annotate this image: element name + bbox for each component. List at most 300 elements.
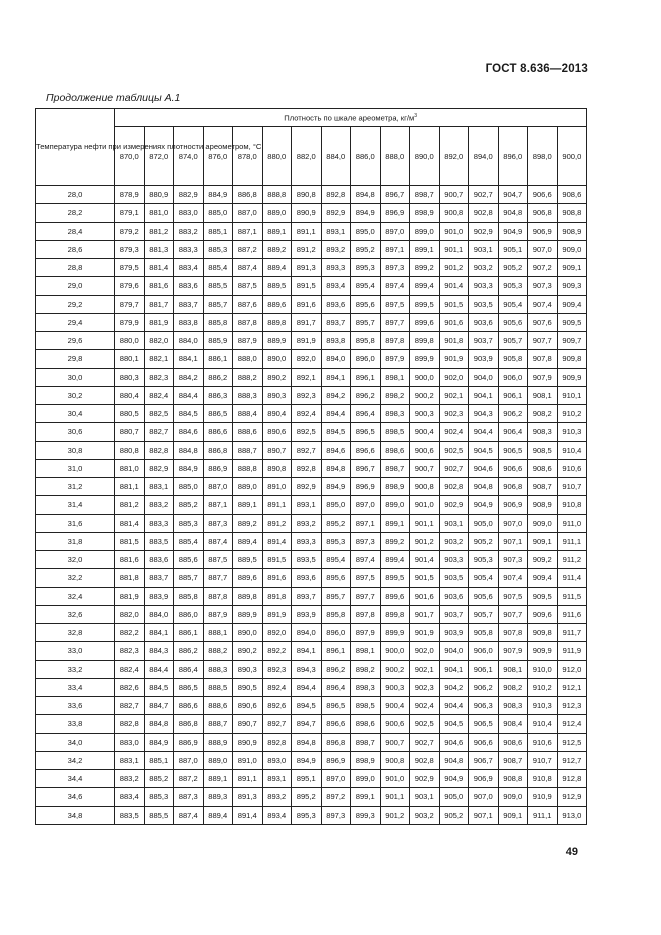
temperature-cell: 32,6 [36, 605, 115, 623]
density-cell: 892,9 [292, 478, 322, 496]
density-cell: 899,2 [380, 532, 410, 550]
density-cell: 886,9 [174, 733, 204, 751]
density-cell: 896,6 [321, 715, 351, 733]
density-cell: 895,2 [292, 788, 322, 806]
density-cell: 884,2 [174, 368, 204, 386]
density-cell: 893,1 [321, 222, 351, 240]
density-cell: 889,0 [203, 751, 233, 769]
density-cell: 906,8 [528, 204, 558, 222]
table-row [36, 605, 587, 623]
density-cell: 903,7 [469, 332, 499, 350]
density-cell: 898,2 [380, 386, 410, 404]
density-cell: 886,6 [174, 697, 204, 715]
density-cell: 897,1 [351, 514, 381, 532]
density-cell: 890,4 [262, 405, 292, 423]
temperature-cell: 30,6 [36, 423, 115, 441]
density-cell: 909,9 [557, 368, 587, 386]
temperature-cell: 28,4 [36, 222, 115, 240]
temperature-cell: 30,8 [36, 441, 115, 459]
density-cell: 891,7 [292, 313, 322, 331]
density-cell: 886,3 [203, 386, 233, 404]
density-cell: 886,5 [203, 405, 233, 423]
density-cell: 900,6 [380, 715, 410, 733]
density-cell: 893,7 [321, 313, 351, 331]
density-cell: 879,6 [115, 277, 145, 295]
temperature-cell: 33,8 [36, 715, 115, 733]
density-cell: 907,8 [528, 350, 558, 368]
density-cell: 881,1 [115, 478, 145, 496]
density-cell: 906,9 [469, 770, 499, 788]
density-cell: 902,5 [410, 715, 440, 733]
density-cell: 885,2 [174, 496, 204, 514]
density-cell: 897,1 [380, 240, 410, 258]
density-cell: 909,2 [528, 551, 558, 569]
density-cell: 881,2 [115, 496, 145, 514]
density-cell: 883,4 [115, 788, 145, 806]
density-cell: 894,1 [321, 368, 351, 386]
density-cell: 885,9 [203, 332, 233, 350]
density-cell: 901,1 [410, 514, 440, 532]
density-cell: 890,8 [292, 186, 322, 204]
density-cell: 885,3 [144, 788, 174, 806]
density-cell: 883,4 [174, 259, 204, 277]
density-column-header: 872,0 [144, 127, 174, 186]
density-cell: 905,2 [469, 532, 499, 550]
temperature-cell: 33,6 [36, 697, 115, 715]
density-cell: 906,2 [469, 678, 499, 696]
density-cell: 903,6 [469, 313, 499, 331]
density-cell: 890,7 [233, 715, 263, 733]
density-cell: 884,1 [144, 624, 174, 642]
density-cell: 885,7 [203, 295, 233, 313]
density-cell: 903,9 [469, 350, 499, 368]
density-cell: 908,9 [557, 222, 587, 240]
density-cell: 884,0 [174, 332, 204, 350]
density-cell: 900,2 [380, 660, 410, 678]
density-cell: 888,6 [233, 423, 263, 441]
density-cell: 901,2 [380, 806, 410, 824]
density-cell: 907,7 [498, 605, 528, 623]
density-cell: 890,2 [262, 368, 292, 386]
density-cell: 902,5 [439, 441, 469, 459]
density-cell: 885,3 [203, 240, 233, 258]
density-cell: 897,4 [351, 551, 381, 569]
density-cell: 889,4 [203, 806, 233, 824]
density-cell: 893,4 [321, 277, 351, 295]
density-cell: 904,1 [439, 660, 469, 678]
density-cell: 902,7 [469, 186, 499, 204]
temperature-cell: 29,4 [36, 313, 115, 331]
temperature-cell: 31,4 [36, 496, 115, 514]
density-cell: 899,0 [410, 222, 440, 240]
density-cell: 904,9 [469, 496, 499, 514]
density-cell: 903,1 [469, 240, 499, 258]
density-cell: 901,4 [410, 551, 440, 569]
density-cell: 907,4 [498, 569, 528, 587]
density-cell: 899,4 [410, 277, 440, 295]
density-cell: 900,3 [410, 405, 440, 423]
density-cell: 906,9 [498, 496, 528, 514]
density-cell: 884,9 [203, 186, 233, 204]
density-cell: 879,1 [115, 204, 145, 222]
density-cell: 895,8 [321, 605, 351, 623]
table-row [36, 277, 587, 295]
density-cell: 891,8 [262, 587, 292, 605]
density-cell: 884,9 [144, 733, 174, 751]
density-cell: 880,0 [115, 332, 145, 350]
density-cell: 886,1 [174, 624, 204, 642]
density-cell: 885,5 [144, 806, 174, 824]
temperature-cell: 33,2 [36, 660, 115, 678]
density-cell: 897,2 [321, 788, 351, 806]
density-cell: 897,0 [351, 496, 381, 514]
density-cell: 891,1 [262, 496, 292, 514]
density-cell: 899,2 [410, 259, 440, 277]
density-cell: 898,5 [380, 423, 410, 441]
density-cell: 883,1 [144, 478, 174, 496]
density-cell: 896,9 [380, 204, 410, 222]
density-cell: 888,1 [203, 624, 233, 642]
density-cell: 884,9 [174, 459, 204, 477]
density-cell: 898,3 [351, 678, 381, 696]
density-cell: 908,6 [498, 733, 528, 751]
density-cell: 881,6 [115, 551, 145, 569]
density-cell: 897,8 [351, 605, 381, 623]
temperature-cell: 33,0 [36, 642, 115, 660]
density-cell: 891,3 [292, 259, 322, 277]
density-cell: 910,3 [557, 423, 587, 441]
density-cell: 882,3 [144, 368, 174, 386]
density-cell: 889,5 [233, 551, 263, 569]
density-cell: 896,2 [351, 386, 381, 404]
table-body [36, 186, 587, 825]
density-column-header: 874,0 [174, 127, 204, 186]
density-cell: 893,6 [321, 295, 351, 313]
density-cell: 895,4 [351, 277, 381, 295]
density-cell: 898,9 [351, 751, 381, 769]
density-cell: 909,4 [528, 569, 558, 587]
density-cell: 909,0 [557, 240, 587, 258]
density-cell: 896,7 [351, 459, 381, 477]
density-cell: 892,5 [292, 423, 322, 441]
density-cell: 897,8 [380, 332, 410, 350]
density-cell: 887,1 [203, 496, 233, 514]
density-cell: 900,0 [410, 368, 440, 386]
table-row [36, 240, 587, 258]
density-cell: 910,9 [528, 788, 558, 806]
table-row [36, 678, 587, 696]
density-cell: 909,5 [528, 587, 558, 605]
density-cell: 896,5 [321, 697, 351, 715]
density-cell: 893,7 [292, 587, 322, 605]
density-cell: 895,0 [321, 496, 351, 514]
density-cell: 894,2 [321, 386, 351, 404]
density-cell: 909,1 [498, 806, 528, 824]
density-cell: 894,0 [321, 350, 351, 368]
density-cell: 887,4 [174, 806, 204, 824]
density-cell: 883,5 [144, 532, 174, 550]
density-cell: 901,4 [439, 277, 469, 295]
temperature-cell: 30,2 [36, 386, 115, 404]
density-cell: 891,4 [262, 532, 292, 550]
density-cell: 881,9 [115, 587, 145, 605]
page-number: 49 [565, 846, 578, 858]
density-cell: 907,9 [528, 368, 558, 386]
density-cell: 887,3 [203, 514, 233, 532]
density-cell: 907,7 [528, 332, 558, 350]
density-cell: 905,2 [498, 259, 528, 277]
density-column-header: 898,0 [528, 127, 558, 186]
density-cell: 907,3 [498, 551, 528, 569]
density-cell: 909,0 [528, 514, 558, 532]
density-cell: 882,3 [115, 642, 145, 660]
density-cell: 895,8 [351, 332, 381, 350]
density-cell: 898,7 [380, 459, 410, 477]
density-cell: 897,9 [380, 350, 410, 368]
density-cell: 889,9 [262, 332, 292, 350]
density-cell: 894,6 [321, 441, 351, 459]
density-cell: 903,6 [439, 587, 469, 605]
density-cell: 887,0 [233, 204, 263, 222]
density-cell: 906,6 [469, 733, 499, 751]
density-cell: 902,8 [439, 478, 469, 496]
density-cell: 886,9 [203, 459, 233, 477]
density-cell: 882,1 [144, 350, 174, 368]
density-cell: 902,9 [439, 496, 469, 514]
density-cell: 906,1 [498, 386, 528, 404]
density-cell: 886,5 [174, 678, 204, 696]
density-cell: 900,8 [410, 478, 440, 496]
density-cell: 896,6 [351, 441, 381, 459]
density-cell: 905,6 [498, 313, 528, 331]
density-cell: 890,2 [233, 642, 263, 660]
density-cell: 900,2 [410, 386, 440, 404]
density-cell: 909,8 [528, 624, 558, 642]
density-cell: 891,9 [262, 605, 292, 623]
density-cell: 894,4 [321, 405, 351, 423]
density-cell: 896,9 [321, 751, 351, 769]
density-cell: 902,0 [439, 368, 469, 386]
density-cell: 901,9 [410, 624, 440, 642]
density-cell: 904,5 [439, 715, 469, 733]
density-column-header: 888,0 [380, 127, 410, 186]
density-cell: 888,4 [233, 405, 263, 423]
density-cell: 891,0 [262, 478, 292, 496]
density-cell: 893,5 [292, 551, 322, 569]
density-cell: 908,1 [498, 660, 528, 678]
density-column-header: 894,0 [469, 127, 499, 186]
density-cell: 892,3 [262, 660, 292, 678]
density-cell: 910,1 [557, 386, 587, 404]
density-cell: 896,7 [380, 186, 410, 204]
density-cell: 898,6 [380, 441, 410, 459]
density-cell: 912,3 [557, 697, 587, 715]
table-row [36, 459, 587, 477]
density-cell: 885,4 [174, 532, 204, 550]
density-cell: 897,3 [380, 259, 410, 277]
density-cell: 900,3 [380, 678, 410, 696]
density-cell: 894,9 [351, 204, 381, 222]
density-cell: 897,4 [380, 277, 410, 295]
density-cell: 901,8 [439, 332, 469, 350]
density-cell: 883,7 [144, 569, 174, 587]
density-cell: 895,3 [292, 806, 322, 824]
density-cell: 907,4 [528, 295, 558, 313]
temperature-cell: 28,0 [36, 186, 115, 204]
density-cell: 887,0 [174, 751, 204, 769]
density-cell: 880,7 [115, 423, 145, 441]
density-cell: 883,0 [115, 733, 145, 751]
density-cell: 911,0 [557, 514, 587, 532]
density-cell: 901,7 [410, 605, 440, 623]
density-cell: 909,1 [528, 532, 558, 550]
density-cell: 909,8 [557, 350, 587, 368]
density-cell: 887,1 [233, 222, 263, 240]
table-row [36, 295, 587, 313]
density-cell: 896,5 [351, 423, 381, 441]
density-cell: 905,4 [469, 569, 499, 587]
density-cell: 903,5 [439, 569, 469, 587]
density-cell: 907,8 [498, 624, 528, 642]
density-cell: 885,6 [174, 551, 204, 569]
density-cell: 898,3 [380, 405, 410, 423]
table-row [36, 186, 587, 204]
density-cell: 884,1 [174, 350, 204, 368]
density-cell: 900,7 [410, 459, 440, 477]
density-column-header: 900,0 [557, 127, 587, 186]
density-cell: 910,2 [528, 678, 558, 696]
density-cell: 887,8 [233, 313, 263, 331]
density-cell: 896,9 [351, 478, 381, 496]
density-cell: 905,7 [498, 332, 528, 350]
density-cell: 893,2 [262, 788, 292, 806]
density-cell: 895,2 [351, 240, 381, 258]
temperature-column-header: Температура нефти при измерениях плотности ареометром, °C [36, 109, 115, 186]
density-cell: 897,9 [351, 624, 381, 642]
table-row [36, 386, 587, 404]
density-cell: 897,0 [321, 770, 351, 788]
density-cell: 882,0 [144, 332, 174, 350]
density-cell: 910,7 [557, 478, 587, 496]
density-cell: 899,6 [380, 587, 410, 605]
density-cell: 894,4 [292, 678, 322, 696]
density-cell: 884,5 [144, 678, 174, 696]
density-cell: 880,8 [115, 441, 145, 459]
density-cell: 907,1 [469, 806, 499, 824]
density-cell: 899,0 [351, 770, 381, 788]
density-cell: 892,1 [292, 368, 322, 386]
density-cell: 893,9 [292, 605, 322, 623]
density-cell: 910,2 [557, 405, 587, 423]
density-cell: 888,6 [203, 697, 233, 715]
density-cell: 883,3 [174, 240, 204, 258]
density-cell: 904,4 [439, 697, 469, 715]
density-cell: 904,6 [439, 733, 469, 751]
density-cell: 898,9 [410, 204, 440, 222]
temperature-cell: 34,6 [36, 788, 115, 806]
density-cell: 895,2 [321, 514, 351, 532]
density-cell: 899,8 [380, 605, 410, 623]
density-cell: 906,8 [498, 478, 528, 496]
density-cell: 883,8 [174, 313, 204, 331]
density-cell: 892,0 [262, 624, 292, 642]
density-cell: 885,8 [203, 313, 233, 331]
density-cell: 896,4 [351, 405, 381, 423]
temperature-cell: 29,2 [36, 295, 115, 313]
density-cell: 907,5 [498, 587, 528, 605]
density-cell: 890,6 [262, 423, 292, 441]
density-cell: 886,8 [233, 186, 263, 204]
density-cell: 886,8 [203, 441, 233, 459]
temperature-cell: 34,8 [36, 806, 115, 824]
density-cell: 905,0 [439, 788, 469, 806]
density-cell: 889,2 [262, 240, 292, 258]
density-cell: 891,0 [233, 751, 263, 769]
density-cell: 907,9 [498, 642, 528, 660]
density-cell: 886,0 [174, 605, 204, 623]
density-cell: 879,9 [115, 313, 145, 331]
density-cell: 906,6 [498, 459, 528, 477]
density-cell: 901,9 [439, 350, 469, 368]
density-cell: 908,3 [528, 423, 558, 441]
density-cell: 906,1 [469, 660, 499, 678]
density-cell: 908,3 [498, 697, 528, 715]
density-column-header: 890,0 [410, 127, 440, 186]
density-cell: 901,2 [439, 259, 469, 277]
temperature-cell: 32,4 [36, 587, 115, 605]
density-cell: 895,7 [321, 587, 351, 605]
density-cell: 885,1 [203, 222, 233, 240]
temperature-cell: 28,8 [36, 259, 115, 277]
density-cell: 902,3 [410, 678, 440, 696]
density-cell: 906,0 [498, 368, 528, 386]
density-cell: 886,2 [174, 642, 204, 660]
density-cell: 891,9 [292, 332, 322, 350]
density-cell: 896,2 [321, 660, 351, 678]
density-cell: 880,4 [115, 386, 145, 404]
density-cell: 902,7 [439, 459, 469, 477]
density-cell: 902,3 [439, 405, 469, 423]
density-cell: 894,0 [292, 624, 322, 642]
density-cell: 908,4 [498, 715, 528, 733]
density-cell: 908,7 [498, 751, 528, 769]
density-cell: 887,4 [203, 532, 233, 550]
density-cell: 908,7 [528, 478, 558, 496]
density-cell: 910,0 [528, 660, 558, 678]
density-cell: 884,8 [144, 715, 174, 733]
density-cell: 894,9 [292, 751, 322, 769]
density-cell: 889,3 [203, 788, 233, 806]
density-cell: 895,3 [351, 259, 381, 277]
density-cell: 892,8 [321, 186, 351, 204]
density-cell: 904,8 [498, 204, 528, 222]
density-cell: 881,4 [144, 259, 174, 277]
density-cell: 910,7 [528, 751, 558, 769]
density-cell: 889,4 [262, 259, 292, 277]
table-row [36, 478, 587, 496]
density-cell: 904,6 [469, 459, 499, 477]
density-cell: 884,4 [144, 660, 174, 678]
density-cell: 882,9 [144, 459, 174, 477]
density-cell: 890,9 [233, 733, 263, 751]
density-cell: 889,1 [262, 222, 292, 240]
density-cell: 912,9 [557, 788, 587, 806]
density-cell: 903,2 [469, 259, 499, 277]
density-cell: 909,9 [528, 642, 558, 660]
density-cell: 898,5 [351, 697, 381, 715]
density-cell: 902,4 [410, 697, 440, 715]
density-cell: 893,0 [262, 751, 292, 769]
